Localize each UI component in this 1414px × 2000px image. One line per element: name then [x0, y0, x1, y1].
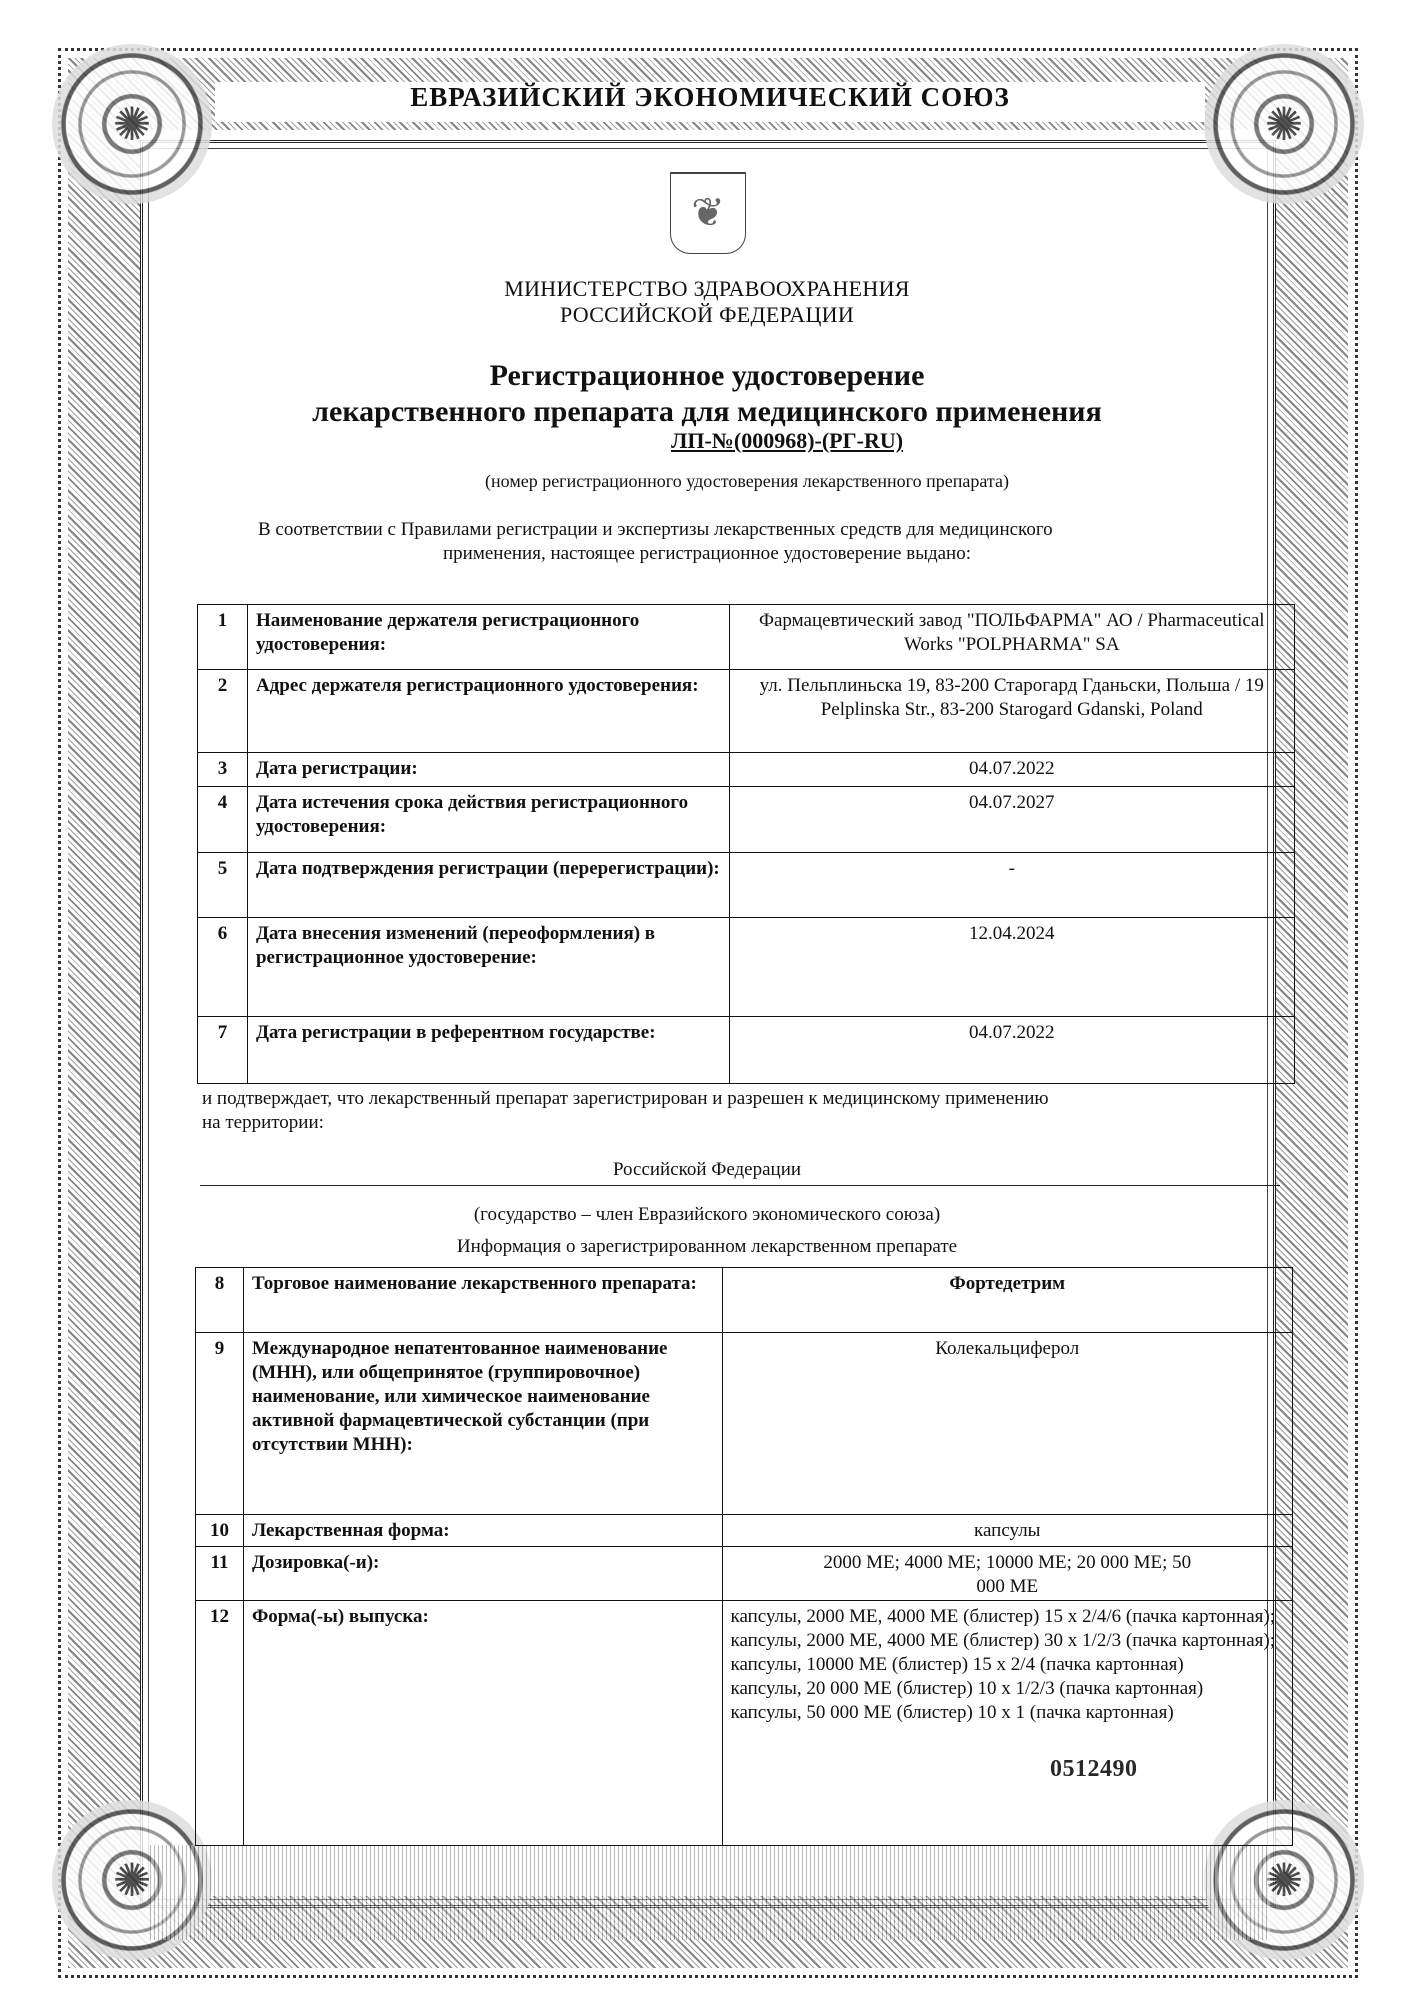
bottom-ornament-band — [150, 1845, 1270, 1940]
row-label: Международное непатентованное наименование (МНН), или общепринятое (группировочное) наименование, или химическое наименование активной фармацевтической субстанции (при отсутствии МНН): — [243, 1333, 722, 1515]
dosage-value: 2000 МЕ; 4000 МЕ; 10000 МЕ; 20 000 МЕ; 50 000 МЕ — [722, 1547, 1293, 1601]
drug-info-heading: Информация о зарегистрированном лекарственном препарате — [456, 1236, 958, 1257]
row-label: Дозировка(-и): — [243, 1547, 722, 1601]
row-number: 7 — [198, 1017, 248, 1084]
territory-caption: (государство – член Евразийского экономического союза) — [473, 1204, 941, 1225]
ministry-name — [0, 276, 1414, 328]
form-serial-number: 0512490 — [1050, 1756, 1138, 1782]
reference-state-date-value: 04.07.2022 — [729, 1017, 1294, 1084]
trade-name-value: Фортедетрим — [722, 1268, 1293, 1333]
release-form-item: капсулы, 20 000 МЕ (блистер) 10 x 1/2/3 (пачка картонная) — [730, 1678, 1204, 1699]
release-form-item: капсулы, 2000 МЕ, 4000 МЕ (блистер) 15 x 2/4/6 (пачка картонная); — [730, 1606, 1276, 1627]
amendment-date-value: 12.04.2024 — [729, 918, 1294, 1017]
release-form-item: капсулы, 10000 МЕ (блистер) 15 x 2/4 (пачка картонная) — [730, 1654, 1184, 1675]
row-number: 5 — [198, 853, 248, 918]
registration-date-value: 04.07.2022 — [729, 753, 1294, 787]
release-form-item: капсулы, 2000 МЕ, 4000 МЕ (блистер) 30 x 1/2/3 (пачка картонная); — [730, 1630, 1276, 1651]
table-row — [198, 670, 1295, 753]
dosage-form-value: капсулы — [722, 1515, 1293, 1547]
table-row — [198, 753, 1295, 787]
row-number: 4 — [198, 787, 248, 853]
table-row — [198, 918, 1295, 1017]
row-label: Дата истечения срока действия регистрационного удостоверения: — [247, 787, 729, 853]
ministry-line-1: МИНИСТЕРСТВО ЗДРАВООХРАНЕНИЯ — [504, 276, 910, 301]
release-form-item: капсулы, 50 000 МЕ (блистер) 10 x 1 (пачка картонная) — [730, 1702, 1174, 1723]
row-label: Дата внесения изменений (переоформления) в регистрационное удостоверение: — [247, 918, 729, 1017]
holder-info-table — [197, 604, 1295, 1084]
document-title — [0, 358, 1414, 430]
title-line-1: Регистрационное удостоверение — [489, 359, 925, 392]
reregistration-date-value: - — [729, 853, 1294, 918]
holder-name-value: Фармацевтический завод "ПОЛЬФАРМА" АО / Pharmaceutical Works "POLPHARMA" SA — [729, 605, 1294, 670]
coat-of-arms-icon: ❦ — [670, 172, 746, 254]
table-row — [196, 1268, 1293, 1333]
confirmation-line-2: на территории: — [202, 1112, 324, 1133]
row-number: 9 — [196, 1333, 244, 1515]
holder-address-value: ул. Пельплиньска 19, 83-200 Старогард Гданьски, Польша / 19 Pelplinska Str., 83-200 Starogard Gdanski, Poland — [729, 670, 1294, 753]
row-number: 6 — [198, 918, 248, 1017]
row-label: Форма(-ы) выпуска: — [243, 1601, 722, 1846]
row-number: 10 — [196, 1515, 244, 1547]
territory: Российской Федерации — [612, 1159, 802, 1180]
table-row — [198, 787, 1295, 853]
intro-line-1: В соответствии с Правилами регистрации и экспертизы лекарственных средств для медицинского — [258, 519, 1053, 540]
row-number: 2 — [198, 670, 248, 753]
row-label: Адрес держателя регистрационного удостоверения: — [247, 670, 729, 753]
row-number: 11 — [196, 1547, 244, 1601]
registration-number: ЛП-№(000968)-(РГ-RU) — [670, 428, 904, 453]
inn-value: Колекальциферол — [722, 1333, 1293, 1515]
title-line-2: лекарственного препарата для медицинского применения — [312, 395, 1102, 428]
table-row — [198, 853, 1295, 918]
row-label: Наименование держателя регистрационного удостоверения: — [247, 605, 729, 670]
table-row — [196, 1515, 1293, 1547]
table-row — [196, 1601, 1293, 1846]
table-row — [198, 605, 1295, 670]
corner-rosette-icon — [1204, 44, 1364, 204]
table-row — [196, 1333, 1293, 1515]
row-label: Лекарственная форма: — [243, 1515, 722, 1547]
release-forms-list — [722, 1601, 1293, 1846]
table-row — [198, 1017, 1295, 1084]
registration-number-caption: (номер регистрационного удостоверения лекарственного препарата) — [485, 471, 1009, 491]
corner-rosette-icon — [52, 44, 212, 204]
row-number: 12 — [196, 1601, 244, 1846]
row-label: Дата регистрации: — [247, 753, 729, 787]
expiry-date-value: 04.07.2027 — [729, 787, 1294, 853]
row-label: Дата подтверждения регистрации (перерегистрации): — [247, 853, 729, 918]
union-title: ЕВРАЗИЙСКИЙ ЭКОНОМИЧЕСКИЙ СОЮЗ — [215, 82, 1205, 122]
intro-line-2: применения, настоящее регистрационное удостоверение выдано: — [442, 543, 972, 564]
territory-underline — [200, 1185, 1280, 1186]
row-number: 8 — [196, 1268, 244, 1333]
row-label: Дата регистрации в референтном государстве: — [247, 1017, 729, 1084]
ministry-line-2: РОССИЙСКОЙ ФЕДЕРАЦИИ — [559, 302, 855, 327]
row-label: Торговое наименование лекарственного препарата: — [243, 1268, 722, 1333]
row-number: 1 — [198, 605, 248, 670]
table-row — [196, 1547, 1293, 1601]
confirmation-line-1: и подтверждает, что лекарственный препарат зарегистрирован и разрешен к медицинскому применению — [202, 1088, 1049, 1109]
row-number: 3 — [198, 753, 248, 787]
